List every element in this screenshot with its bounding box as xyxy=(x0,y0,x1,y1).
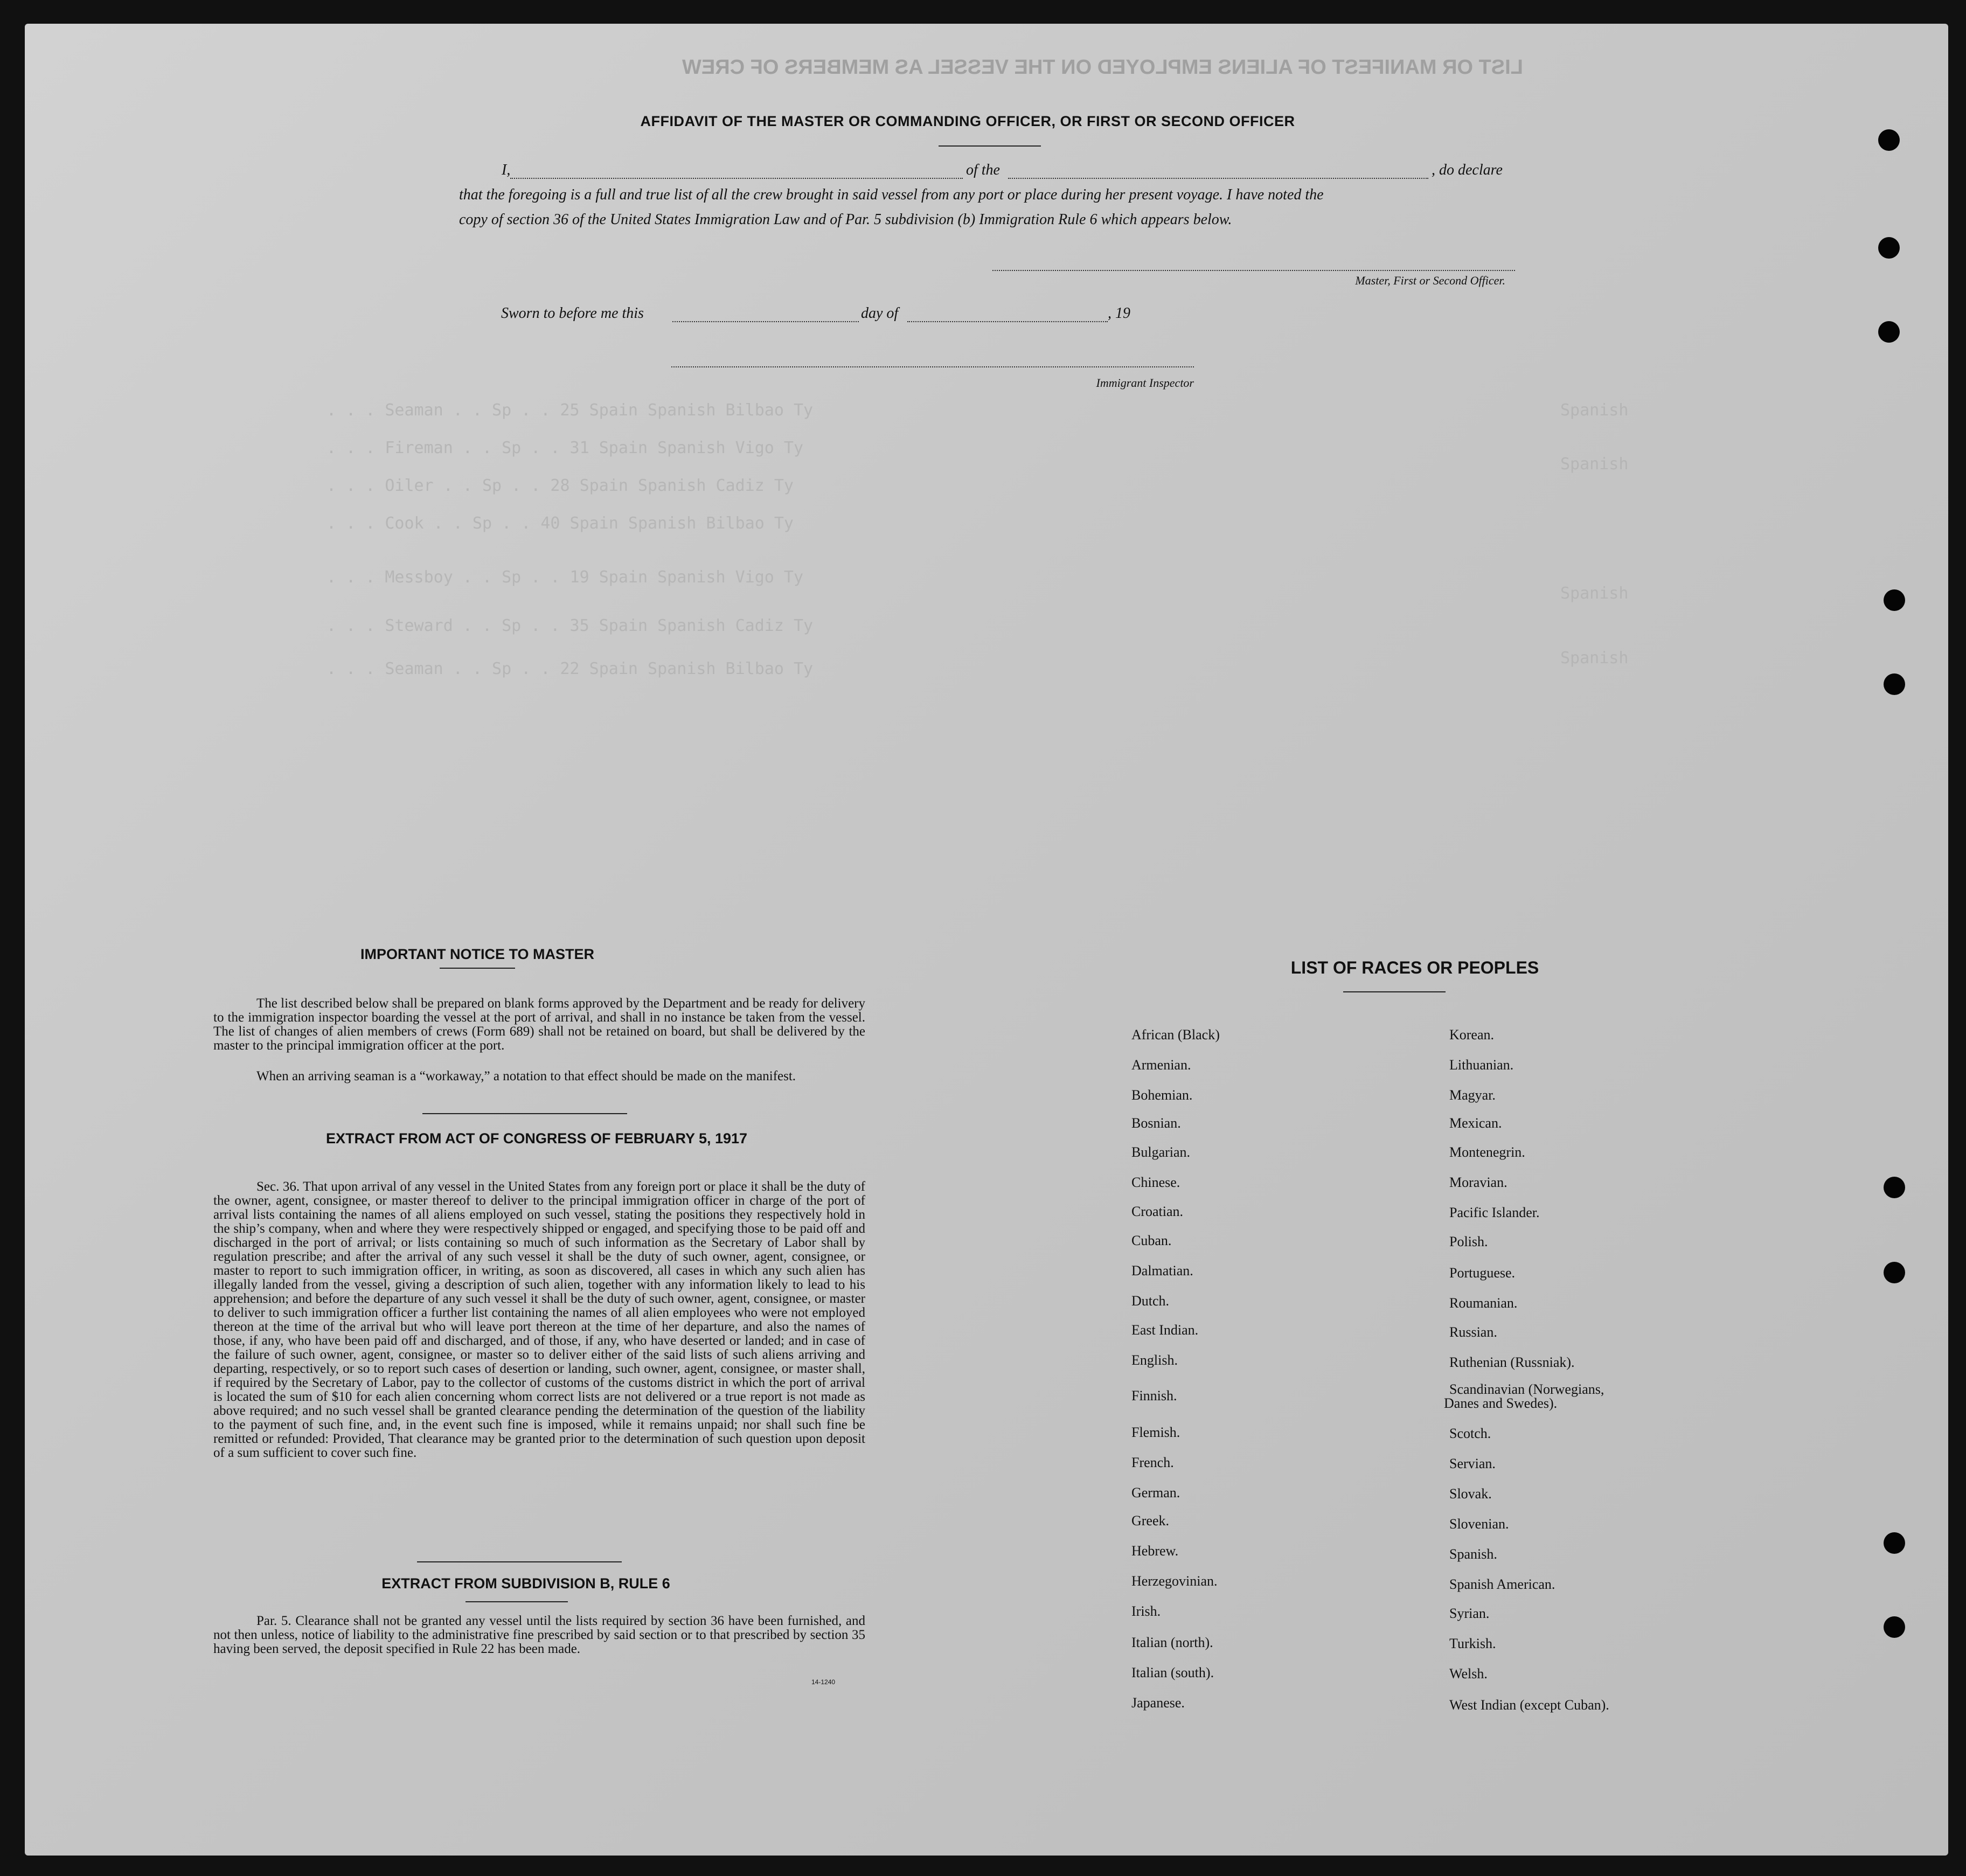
race-item: Danes and Swedes). xyxy=(1444,1395,1558,1411)
name-field[interactable] xyxy=(510,178,963,179)
race-item: Croatian. xyxy=(1131,1204,1184,1219)
race-item: Armenian. xyxy=(1131,1057,1191,1073)
declaration-text-1: that the foregoing is a full and true list of all the crew brought in said vessel from any port or place during her present voyage. I have noted the xyxy=(459,186,1324,203)
i-label: I, xyxy=(502,162,511,178)
of-the-label: of the xyxy=(966,162,1000,178)
race-item: Japanese. xyxy=(1131,1695,1185,1711)
race-item: Dutch. xyxy=(1131,1293,1170,1309)
race-item: Scandinavian (Norwegians, xyxy=(1449,1381,1604,1397)
form-number: 14-1240 xyxy=(811,1678,836,1686)
rule-extract-text: Par. 5. Clearance shall not be granted any vessel until the lists required by section 36 have been furnished, and not then unless, notice of liability to the administrative fine prescribed by said section or to that prescribed by section 35 having been served, the deposit specified in Rule 22 has been made. xyxy=(213,1614,865,1656)
race-item: Roumanian. xyxy=(1449,1295,1518,1311)
form-sheet: LIST OR MANIFEST OF ALIENS EMPLOYED ON THE VESSEL AS MEMBERS OF CREW . . . Seaman . . Sp . . 25 Spain Spanish Bilbao Ty . . . Fireman . . Sp . . 31 Spain Spanish Vigo Ty . . . Oiler . . Sp . . 28 Spain Spanish Cadiz Ty . . . Cook . . Sp . . 40 Spain Spanish Bilbao Ty . . . Messboy . . Sp . . 19 Spain Spanish Vigo Ty . . . Steward . . Sp . . 35 Spain Spanish Cadiz Ty . . . Seaman . . Sp . . 22 Spain Spanish Bilbao Ty Spanish Spanish Spanish Spanish AFFIDAVIT OF THE MASTER OR COMMANDING OFFICER, OR FIRST OR SECOND OFFICER I, of the , do declare that the foregoing is a full and true list of all the crew brought in said vessel from any port or place during her present voyage. I have noted the copy of section 36 of the United States Immigration Law and of Par. 5 subdivision (b) Immigration Rule 6 which appears below. Master, First or Second Officer. Sworn to before me this day of , 19 Immigrant Inspector IMPORTANT NOTICE TO MASTER The list described below shall be prepared on blank forms approved by the Department and be ready for delivery to the immigration inspector boarding the vessel at the port of arrival, and shall in no instance be taken from the vessel. The list of changes of alien members of crews (Form 689) shall not be retained on board, but shall be delivered by the master to the principal immigration officer at the port. When an arriving seaman is a “workaway,” a notation to that effect should be made on the manifest. EXTRACT FROM ACT OF CONGRESS OF FEBRUARY 5, 1917 Sec. 36. That upon arrival of any vessel in the United States from any foreign port or place it shall be the duty of the owner, agent, consignee, or master thereof to deliver to the principal immigration officer in charge of the port of arrival lists containing the names of all aliens employed on such vessel, stating the positions they respectively hold in the ship’s company, when and where they were respectively shipped or engaged, and specifying those to be paid off and discharged in the port of arrival; or lists containing so much of such information as the Secretary of Labor shall by regulation prescribe; and after the arrival of any such vessel it shall be the duty of such owner, agent, consignee, or master to report to such immigration officer, in writing, as soon as discovered, all cases in which any such alien has illegally landed from the vessel, giving a description of such alien, together with any information likely to lead to his apprehension; and before the departure of any such vessel it shall be the duty of such owner, agent, consignee, or master to deliver to such immigration officer a further list containing the names of all alien employees who were not employed thereon at the time of the arrival but who will leave port thereon at the time of her departure, and also the names of those, if any, who have been paid off and discharged, and of those, if any, who have deserted or landed; and in case of the failure of such owner, agent, consignee, or master so to deliver either of the said lists of such aliens arriving and departing, respectively, or so to report such cases of desertion or landing, such owner, agent, consignee, or master shall, if required by the Secretary of Labor, pay to the collector of customs of the customs district in which the port of arrival is located the sum of $10 for each alien concerning whom correct lists are not delivered or a true report is not made as above required; and no such vessel shall be granted clearance pending the determination of the question of the liability to the payment of such fine, and, in the event such fine is imposed, while it remains unpaid; nor shall such fine be remitted or refunded: Provided, That clearance may be granted prior to the determination of such question upon deposit of a sum sufficient to cover such fine. EXTRACT FROM SUBDIVISION B, RULE 6 Par. 5. Clearance shall not be granted any vessel until the lists required by section 36 have been furnished, and not then unless, notice of liability to the administrative fine prescribed by said section or to that prescribed by section 35 having been served, the deposit specified in Rule 22 has been made. 14-1240 LIST OF RACES OR PEOPLES African (Black) Armenian. Bohemian. Bosnian. Bulgarian. Chinese. Croatian. Cuban. Dalmatian. Dutch. East Indian. English. Finnish. Flemish. French. German. Greek. Hebrew. Herzegovinian. Irish. Italian (north). Italian (south). Japanese. Korean. Lithuanian. Magyar. Mexican. Montenegrin. Moravian. Pacific Islander. Polish. Portuguese. Roumanian. Russian. Ruthenian (Russniak). Scandinavian (Norwegians, Danes and Swedes). Scotch. Servian. Slovak. Slovenian. Spanish. Spanish American. Syrian. Turkish. Welsh. West Indian (except Cuban). xyxy=(25,24,1948,1856)
race-item: Welsh. xyxy=(1449,1666,1488,1682)
race-item: Cuban. xyxy=(1131,1233,1172,1248)
race-item: Italian (south). xyxy=(1131,1665,1214,1680)
race-item: Spanish American. xyxy=(1449,1576,1555,1592)
binder-hole xyxy=(1884,1532,1905,1554)
binder-hole xyxy=(1878,237,1900,259)
notice-title: IMPORTANT NOTICE TO MASTER xyxy=(360,946,594,962)
race-item: Bohemian. xyxy=(1131,1087,1193,1103)
sworn-line xyxy=(501,305,1201,326)
notice-paragraph-2: When an arriving seaman is a “workaway,” a notation to that effect should be made on the manifest. xyxy=(256,1069,796,1083)
rule-extract-title: EXTRACT FROM SUBDIVISION B, RULE 6 xyxy=(381,1575,670,1592)
race-item: African (Black) xyxy=(1131,1027,1220,1043)
act-extract-title: EXTRACT FROM ACT OF CONGRESS OF FEBRUARY 5, 1917 xyxy=(325,1130,748,1147)
race-item: Flemish. xyxy=(1131,1425,1180,1440)
race-item: East Indian. xyxy=(1131,1322,1199,1338)
race-item: Bulgarian. xyxy=(1131,1144,1191,1160)
binder-hole xyxy=(1884,1177,1905,1198)
race-item: Ruthenian (Russniak). xyxy=(1449,1354,1575,1370)
race-item: Polish. xyxy=(1449,1234,1488,1249)
inspector-caption: Immigrant Inspector xyxy=(1096,376,1194,390)
binder-hole xyxy=(1884,673,1905,695)
race-item: Hebrew. xyxy=(1131,1543,1179,1559)
race-item: Moravian. xyxy=(1449,1175,1508,1190)
race-item: West Indian (except Cuban). xyxy=(1449,1697,1609,1713)
divider xyxy=(417,1561,622,1562)
inspector-signature-line[interactable] xyxy=(671,366,1194,367)
race-item: English. xyxy=(1131,1352,1178,1368)
year-prefix: , 19 xyxy=(1108,305,1130,322)
race-item: Montenegrin. xyxy=(1449,1144,1525,1160)
race-item: Magyar. xyxy=(1449,1087,1496,1103)
race-item: Irish. xyxy=(1131,1603,1161,1619)
sworn-label: Sworn to before me this xyxy=(501,305,644,322)
race-item: Portuguese. xyxy=(1449,1265,1516,1281)
day-of-label: day of xyxy=(861,305,899,322)
race-item: Lithuanian. xyxy=(1449,1057,1514,1073)
race-item: Spanish. xyxy=(1449,1546,1497,1562)
binder-hole xyxy=(1878,129,1900,151)
binder-hole xyxy=(1884,1262,1905,1283)
race-item: Mexican. xyxy=(1449,1115,1502,1131)
master-signature-line[interactable] xyxy=(992,270,1515,271)
race-item: German. xyxy=(1131,1485,1180,1500)
divider xyxy=(466,1601,568,1602)
divider xyxy=(440,968,515,969)
bleed-through-text: LIST OR MANIFEST OF ALIENS EMPLOYED ON THE VESSEL AS MEMBERS OF CREW xyxy=(682,56,1523,79)
notice-paragraph-1: The list described below shall be prepared on blank forms approved by the Department and be ready for delivery to the immigration inspector boarding the vessel at the port of arrival, and shall in no instance be taken from the vessel. The list of changes of alien members of crews (Form 689) shall not be retained on board, but shall be delivered by the master to the principal immigration officer at the port. xyxy=(213,996,865,1053)
declaration-line xyxy=(502,162,1558,183)
race-item: French. xyxy=(1131,1455,1174,1470)
divider xyxy=(1343,991,1446,992)
vessel-field[interactable] xyxy=(1008,178,1428,179)
binder-hole xyxy=(1878,321,1900,343)
race-item: Slovenian. xyxy=(1449,1516,1509,1532)
race-item: Herzegovinian. xyxy=(1131,1573,1218,1589)
race-item: Italian (north). xyxy=(1131,1635,1213,1650)
sworn-month-field[interactable] xyxy=(907,321,1108,322)
race-item: Russian. xyxy=(1449,1324,1497,1340)
divider xyxy=(939,145,1041,147)
race-item: Turkish. xyxy=(1449,1636,1496,1651)
race-item: Syrian. xyxy=(1449,1606,1490,1621)
race-item: Korean. xyxy=(1449,1027,1495,1043)
race-item: Bosnian. xyxy=(1131,1115,1181,1131)
race-item: Servian. xyxy=(1449,1456,1496,1471)
do-declare-label: , do declare xyxy=(1432,162,1503,178)
race-item: Chinese. xyxy=(1131,1175,1180,1190)
master-signature-caption: Master, First or Second Officer. xyxy=(1355,274,1505,287)
divider xyxy=(422,1113,627,1114)
sworn-day-field[interactable] xyxy=(672,321,859,322)
race-item: Slovak. xyxy=(1449,1486,1492,1502)
race-item: Greek. xyxy=(1131,1513,1170,1528)
act-extract-text: Sec. 36. That upon arrival of any vessel in the United States from any foreign port or place it shall be the duty of the owner, agent, consignee, or master thereof to deliver to the principal immigration officer in charge of the port of arrival lists containing the names of all aliens employed on such vessel, stating the positions they respectively hold in the ship’s company, when and where they were respectively shipped or engaged, and specifying those to be paid off and discharged in the port of arrival; or lists containing so much of such information as the Secretary of Labor shall by regulation prescribe; and after the arrival of any such vessel it shall be the duty of such owner, agent, consignee, or master to report to such immigration officer, in writing, as soon as discovered, all cases in which any such alien has illegally landed from the vessel, giving a description of such alien, together with any information likely to lead to his apprehension; and before the departure of any such vessel it shall be the duty of such owner, agent, consignee, or master to deliver to such immigration officer a further list containing the names of all alien employees who were not employed thereon at the time of the arrival but who will leave port thereon at the time of her departure, and also the names of those, if any, who have been paid off and discharged, and of those, if any, who have deserted or landed; and in case of the failure of such owner, agent, consignee, or master so to deliver either of the said lists of such aliens arriving and departing, respectively, or so to report such cases of desertion or landing, such owner, agent, consignee, or master shall, if required by the Secretary of Labor, pay to the collector of customs of the customs district in which the port of arrival is located the sum of $10 for each alien concerning whom correct lists are not delivered or a true report is not made as above required; and no such vessel shall be granted clearance pending the determination of the question of the liability to the payment of such fine, and, in the event such fine is imposed, while it remains unpaid; nor shall such fine be remitted or refunded: Provided, That clearance may be granted prior to the determination of such question upon deposit of a sum sufficient to cover such fine. xyxy=(213,1179,865,1460)
binder-hole xyxy=(1884,1616,1905,1638)
race-item: Pacific Islander. xyxy=(1449,1205,1540,1220)
affidavit-title: AFFIDAVIT OF THE MASTER OR COMMANDING OFFICER, OR FIRST OR SECOND OFFICER xyxy=(640,113,1295,129)
race-item: Finnish. xyxy=(1131,1388,1177,1403)
races-title: LIST OF RACES OR PEOPLES xyxy=(1290,958,1539,977)
race-item: Dalmatian. xyxy=(1131,1263,1193,1279)
race-item: Scotch. xyxy=(1449,1426,1491,1441)
declaration-text-2: copy of section 36 of the United States Immigration Law and of Par. 5 subdivision (b) Immigration Rule 6 which appears below. xyxy=(459,211,1232,228)
binder-hole xyxy=(1884,589,1905,611)
